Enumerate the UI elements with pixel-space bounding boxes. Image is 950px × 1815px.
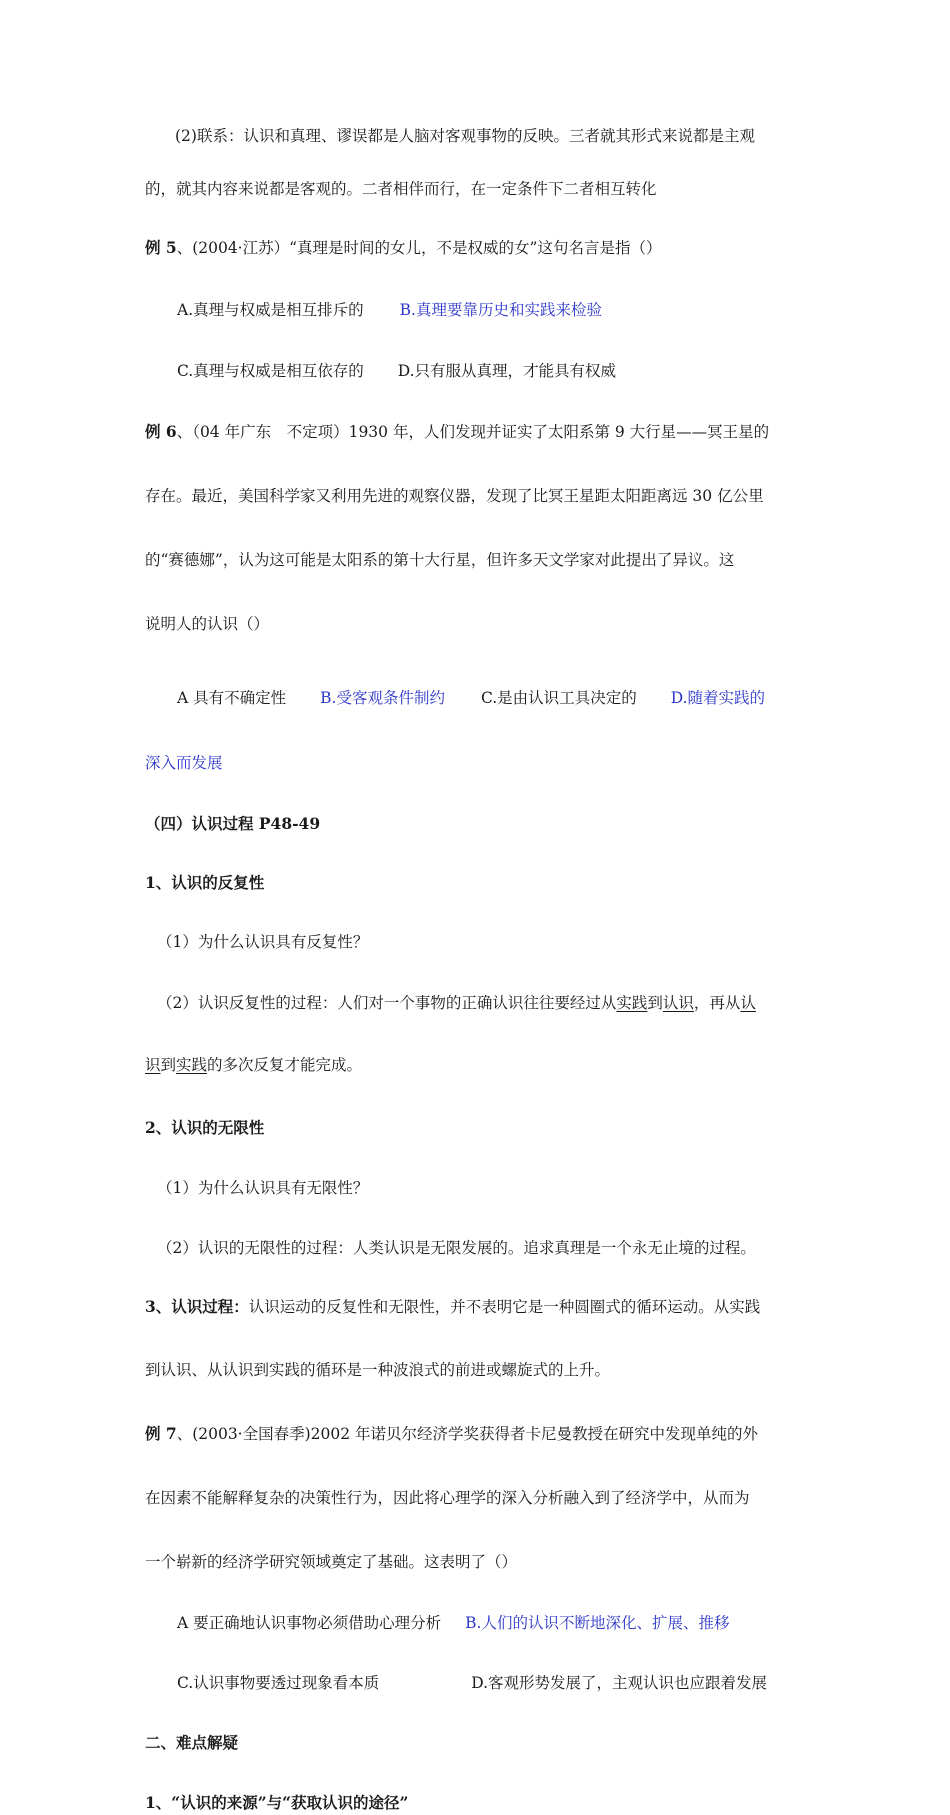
example-5-option-d: D.只有服从真理，才能具有权威: [397, 362, 617, 380]
example-6-line-4: 说明人的认识（）: [145, 615, 270, 633]
example-6-option-c: C.是由认识工具决定的: [480, 689, 637, 707]
example-7-line-1: [145, 1422, 810, 1446]
item-3-line-2: 到认识、从认识到实践的循环是一种波浪式的前进或螺旋式的上升。: [145, 1361, 611, 1379]
item-1-title: 1、认识的反复性: [145, 873, 265, 892]
item-3-line-1: [145, 1295, 810, 1319]
item-3-text-1: 认识运动的反复性和无限性，并不表明它是一种圆圈式的循环运动。从实践: [248, 1298, 761, 1316]
item-1-question-2-continued: [145, 1053, 810, 1077]
underlined-term-cognition: 认识: [662, 994, 694, 1012]
underlined-term-cognition-part: 认: [740, 994, 756, 1012]
item-1-q2-text: 的多次反复才能完成。: [207, 1056, 363, 1074]
item-3-label: 3、认识过程：: [145, 1297, 249, 1316]
document-page: [145, 118, 810, 1812]
item-1-question-2: [157, 991, 822, 1015]
example-6-text-1: 、（04 年广东 不定项）1930 年，人们发现并证实了太阳系第 9 大行星——冥王星的: [176, 423, 770, 441]
part-2-title: 二、难点解疑: [145, 1733, 239, 1752]
example-6-options: [177, 686, 842, 710]
example-7-options-cd: [177, 1671, 842, 1695]
example-6-option-d: D.随着实践的: [670, 689, 766, 707]
item-1-q2-text: 到: [160, 1056, 177, 1074]
example-7-option-c: C.认识事物要透过现象看本质: [177, 1674, 380, 1692]
example-7-option-b: B.人们的认识不断地深化、扩展、推移: [465, 1614, 730, 1632]
example-5-label: 例 5: [145, 238, 177, 257]
example-5-text: 、(2004·江苏）“真理是时间的女儿，不是权威的女”这句名言是指（）: [176, 239, 662, 257]
example-6-option-b: B.受客观条件制约: [320, 689, 445, 707]
example-6-label: 例 6: [145, 422, 177, 441]
item-1-q2-text: ，再从: [693, 994, 741, 1012]
example-7-line-3: 一个崭新的经济学研究领域奠定了基础。这表明了（）: [145, 1553, 518, 1571]
example-5-options-ab: [177, 298, 842, 322]
example-6-line-2: 存在。最近，美国科学家又利用先进的观察仪器，发现了比冥王星距太阳距离远 30 亿公里: [145, 487, 764, 505]
example-5-options-cd: [177, 359, 842, 383]
example-5-option-b: B.真理要靠历史和实践来检验: [399, 301, 602, 319]
example-6-option-a: A 具有不确定性: [177, 689, 287, 707]
item-2-question-1: （1）为什么认识具有无限性？: [157, 1179, 369, 1197]
example-6-line-3: 的“赛德娜”，认为这可能是太阳系的第十大行星，但许多天文学家对此提出了异议。这: [145, 551, 735, 569]
underlined-term-cognition-part: 识: [145, 1056, 161, 1074]
underlined-term-practice: 实践: [176, 1056, 208, 1074]
example-7-options-ab: [177, 1611, 842, 1635]
example-7-label: 例 7: [145, 1424, 177, 1443]
example-5-option-c: C.真理与权威是相互依存的: [177, 362, 364, 380]
part-2-item-1: 1、“认识的来源”与“获取认识的途径”: [145, 1793, 409, 1812]
example-7-line-2: 在因素不能解释复杂的决策性行为，因此将心理学的深入分析融入到了经济学中，从而为: [145, 1489, 750, 1507]
section-4-title: （四）认识过程 P48-49: [145, 814, 321, 833]
example-7-option-a: A 要正确地认识事物必须借助心理分析: [177, 1614, 442, 1632]
example-6-option-d-continued: 深入而发展: [145, 754, 223, 772]
example-5-option-a: A.真理与权威是相互排斥的: [177, 301, 364, 319]
item-1-question-1: （1）为什么认识具有反复性？: [157, 933, 369, 951]
item-1-q2-text: （2）认识反复性的过程：人们对一个事物的正确认识往往要经过从: [157, 994, 617, 1012]
example-6-line-1: [145, 420, 810, 444]
example-7-option-d: D.客观形势发展了，主观认识也应跟着发展: [471, 1674, 768, 1692]
item-1-q2-text: 到: [647, 994, 663, 1012]
intro-line-1: (2)联系：认识和真理、谬误都是人脑对客观事物的反映。三者就其形式来说都是主观: [175, 127, 755, 145]
item-2-question-2: （2）认识的无限性的过程：人类认识是无限发展的。追求真理是一个永无止境的过程。: [157, 1239, 756, 1257]
item-2-title: 2、认识的无限性: [145, 1118, 265, 1137]
example-7-text-1: 、(2003·全国春季)2002 年诺贝尔经济学奖获得者卡尼曼教授在研究中发现单纯的外: [176, 1425, 759, 1443]
underlined-term-practice: 实践: [616, 994, 648, 1012]
example-5-stem: [145, 236, 810, 260]
intro-line-2: 的，就其内容来说都是客观的。二者相伴而行，在一定条件下二者相互转化: [145, 180, 657, 198]
